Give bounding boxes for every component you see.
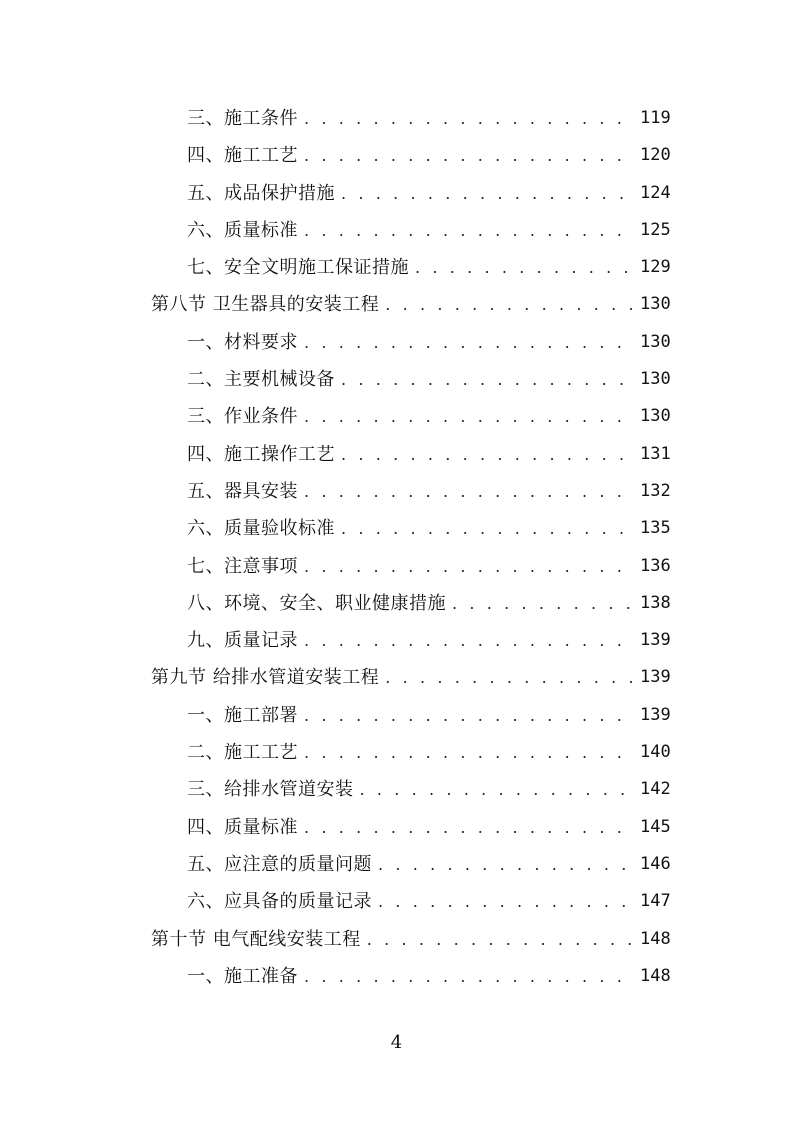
toc-subsection-entry[interactable] [0, 809, 793, 846]
toc-subsection-entry[interactable] [0, 697, 793, 734]
toc-entry-page-number: 120 [640, 145, 671, 166]
toc-entry-page-number: 125 [640, 219, 671, 240]
toc-entry-page-number: 130 [640, 406, 671, 427]
toc-entry-title: 一、施工准备 [187, 965, 298, 987]
toc-subsection-entry[interactable] [0, 436, 793, 473]
toc-entry-page-number: 119 [640, 108, 671, 128]
toc-entry-page-number: 145 [640, 816, 671, 837]
dot-leader [304, 697, 632, 734]
dot-leader [304, 809, 632, 846]
toc-entry-page-number: 135 [640, 518, 671, 539]
toc-entry-page-number: 140 [640, 742, 671, 763]
toc-entry-page-number: 130 [640, 294, 671, 315]
toc-entry-title: 第九节 给排水管道安装工程 [151, 667, 380, 689]
toc-entry-title: 九、质量记录 [187, 630, 298, 652]
toc-subsection-entry[interactable] [0, 510, 793, 547]
toc-entry-page-number: 148 [640, 965, 671, 986]
toc-entry-title: 七、安全文明施工保证措施 [187, 257, 409, 279]
dot-leader [304, 958, 632, 995]
page-number: 4 [390, 1032, 403, 1053]
dot-leader [304, 100, 632, 137]
toc-entry-title: 二、施工工艺 [187, 742, 298, 764]
toc-entry-title: 六、质量标准 [187, 219, 298, 241]
toc-subsection-entry[interactable] [0, 734, 793, 771]
toc-entry-title: 六、应具备的质量记录 [187, 891, 372, 913]
toc-entry-page-number: 147 [640, 891, 671, 912]
dot-leader [378, 846, 632, 883]
toc-entry-title: 第十节 电气配线安装工程 [151, 928, 361, 950]
toc-subsection-entry[interactable] [0, 958, 793, 995]
toc-entry-title: 六、质量验收标准 [187, 518, 335, 540]
toc-entry-page-number: 139 [640, 667, 671, 688]
dot-leader [415, 249, 632, 286]
dot-leader [304, 398, 632, 435]
toc-entry-title: 五、应注意的质量问题 [187, 853, 372, 875]
dot-leader [341, 175, 632, 212]
toc-entry-title: 三、作业条件 [187, 406, 298, 428]
dot-leader [341, 436, 632, 473]
toc-entry-page-number: 131 [640, 443, 671, 464]
toc-entry-title: 二、主要机械设备 [187, 369, 335, 391]
dot-leader [304, 137, 632, 174]
toc-entry-page-number: 136 [640, 555, 671, 576]
dot-leader [304, 622, 632, 659]
dot-leader [367, 921, 632, 958]
toc-entry-title: 四、施工操作工艺 [187, 443, 335, 465]
toc-section-entry[interactable] [0, 286, 793, 323]
toc-entry-page-number: 142 [640, 779, 671, 800]
dot-leader [385, 659, 632, 696]
toc-entry-title: 四、质量标准 [187, 816, 298, 838]
toc-entry-title: 一、材料要求 [187, 331, 298, 353]
toc-subsection-entry[interactable] [0, 473, 793, 510]
dot-leader [304, 473, 632, 510]
toc-subsection-entry[interactable] [0, 137, 793, 174]
toc-subsection-entry[interactable] [0, 548, 793, 585]
toc-subsection-entry[interactable] [0, 324, 793, 361]
dot-leader [304, 324, 632, 361]
dot-leader [341, 361, 632, 398]
toc-subsection-entry[interactable] [0, 100, 793, 137]
toc-entry-page-number: 148 [640, 928, 671, 949]
toc-entry-title: 八、环境、安全、职业健康措施 [187, 592, 446, 614]
dot-leader [304, 548, 632, 585]
toc-entry-title: 三、给排水管道安装 [187, 779, 354, 801]
toc-entry-page-number: 139 [640, 630, 671, 651]
dot-leader [360, 771, 633, 808]
toc-entry-title: 三、施工条件 [187, 108, 298, 129]
toc-entry-page-number: 138 [640, 592, 671, 613]
toc-entry-page-number: 132 [640, 480, 671, 501]
toc-section-entry[interactable] [0, 659, 793, 696]
dot-leader [452, 585, 632, 622]
toc-entry-title: 五、器具安装 [187, 480, 298, 502]
toc-entry-title: 七、注意事项 [187, 555, 298, 577]
toc-subsection-entry[interactable] [0, 622, 793, 659]
toc-entry-title: 第八节 卫生器具的安装工程 [151, 294, 380, 316]
toc-section-entry[interactable] [0, 921, 793, 958]
toc-subsection-entry[interactable] [0, 361, 793, 398]
toc-entry-page-number: 130 [640, 369, 671, 390]
dot-leader [304, 212, 632, 249]
dot-leader [385, 286, 632, 323]
toc-subsection-entry[interactable] [0, 398, 793, 435]
toc-entry-title: 一、施工部署 [187, 704, 298, 726]
toc-entry-page-number: 130 [640, 331, 671, 352]
toc-subsection-entry[interactable] [0, 585, 793, 622]
toc-entry-page-number: 124 [640, 182, 671, 203]
toc-subsection-entry[interactable] [0, 175, 793, 212]
table-of-contents [0, 100, 793, 995]
toc-subsection-entry[interactable] [0, 771, 793, 808]
dot-leader [304, 734, 632, 771]
toc-subsection-entry[interactable] [0, 883, 793, 920]
toc-entry-page-number: 139 [640, 704, 671, 725]
dot-leader [341, 510, 632, 547]
toc-entry-page-number: 129 [640, 257, 671, 278]
toc-entry-title: 五、成品保护措施 [187, 182, 335, 204]
toc-subsection-entry[interactable] [0, 846, 793, 883]
toc-entry-title: 四、施工工艺 [187, 145, 298, 167]
toc-subsection-entry[interactable] [0, 212, 793, 249]
toc-entry-page-number: 146 [640, 853, 671, 874]
toc-subsection-entry[interactable] [0, 249, 793, 286]
dot-leader [378, 883, 632, 920]
